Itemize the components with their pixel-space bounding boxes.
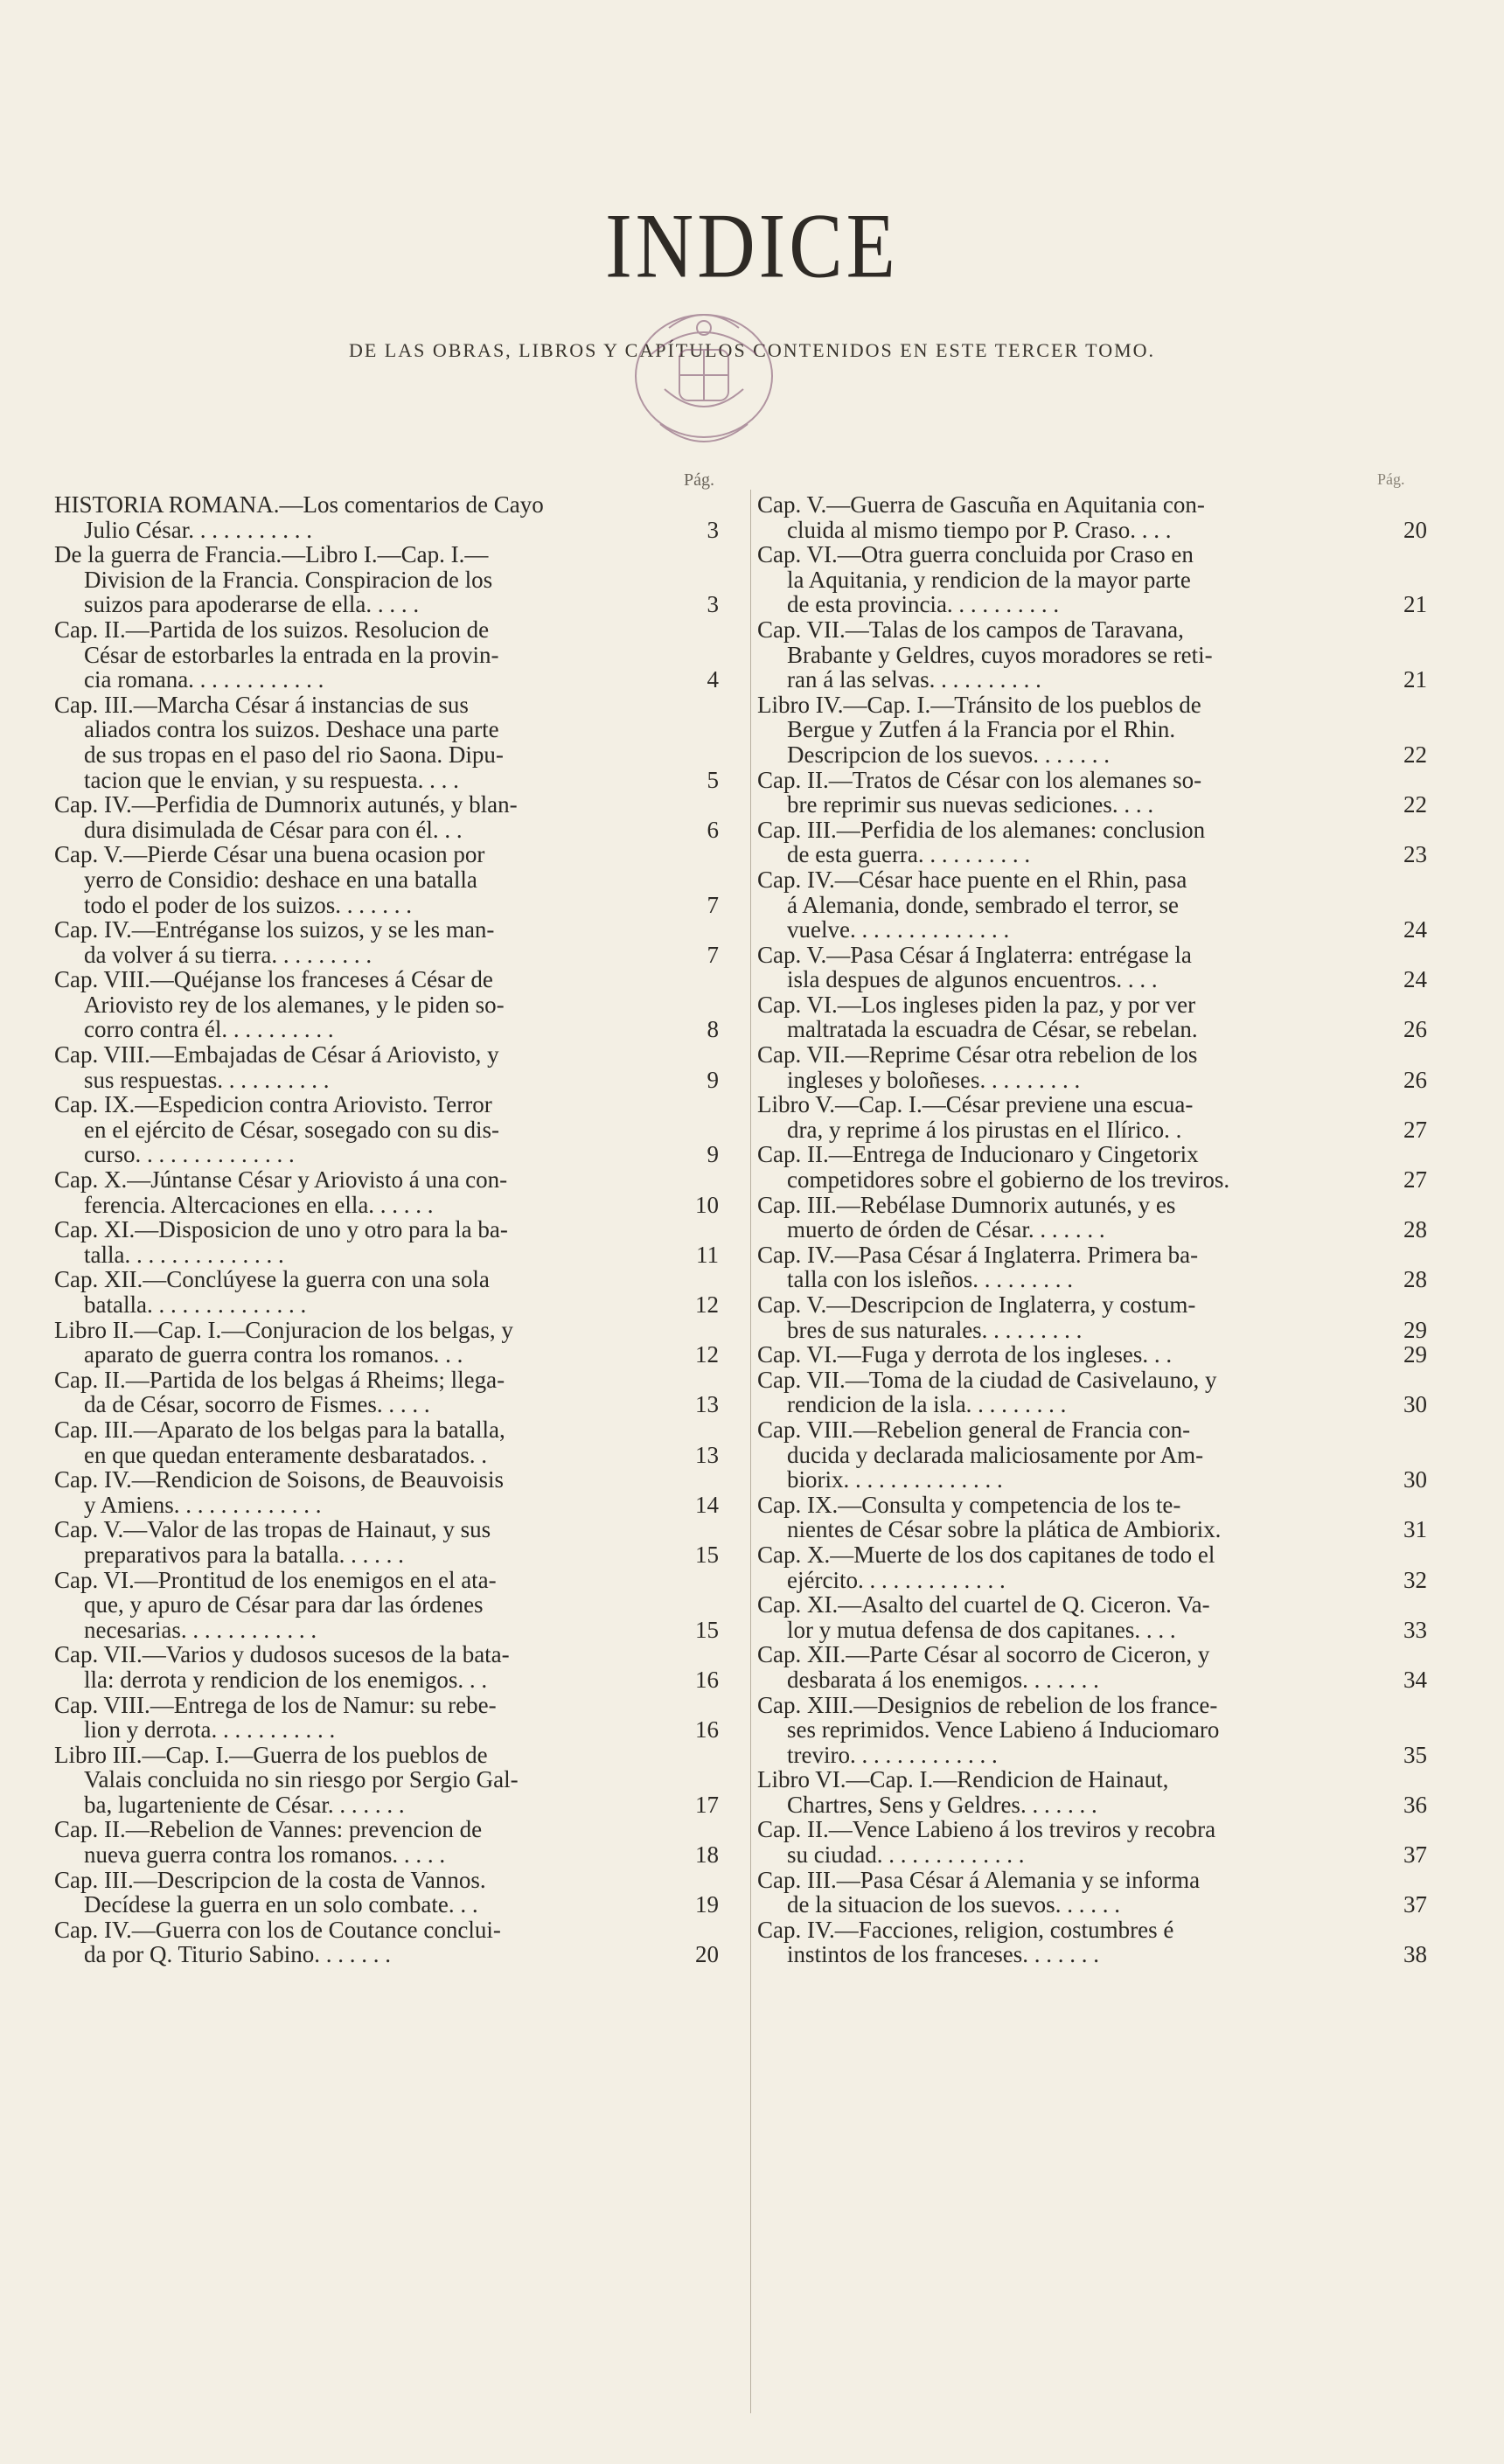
- index-entry-page-number: 3: [707, 591, 719, 618]
- index-entry-line: isla despues de algunos encuentros. . . .: [787, 966, 1158, 993]
- index-entry-page-number: 28: [1403, 1266, 1427, 1293]
- index-entry-line: Cap. IV.—Rendicion de Soisons, de Beauvoisis: [54, 1466, 504, 1493]
- index-entry: [54, 1092, 719, 1167]
- index-entry-page-number: 16: [695, 1666, 719, 1693]
- index-entry-page-number: 37: [1403, 1891, 1427, 1918]
- index-entry: [757, 1242, 1427, 1292]
- index-entry-line: Cap. VIII.—Embajadas de César á Ariovisto, y: [54, 1041, 499, 1068]
- index-entry: [757, 1817, 1427, 1867]
- index-entry-text: [757, 1542, 1427, 1592]
- index-entry-line: Cap. III.—Pasa César á Alemania y se informa: [757, 1866, 1201, 1893]
- index-entry-line: Ariovisto rey de los alemanes, y le piden so-: [84, 991, 505, 1018]
- index-entry-page-number: 17: [695, 1791, 719, 1818]
- index-entry-line: Cap. VIII.—Quéjanse los franceses á César de: [54, 966, 493, 993]
- index-entry: [757, 1342, 1427, 1368]
- index-entry-line: Cap. VII.—Toma de la ciudad de Casivelauno, y: [757, 1366, 1217, 1393]
- index-entry-text: [54, 1318, 719, 1368]
- page-column-label-right: Pág.: [1377, 470, 1405, 488]
- index-entry: [54, 1817, 719, 1867]
- index-entry: [54, 1368, 719, 1417]
- index-entry-line: nientes de César sobre la plática de Ambiorix.: [787, 1516, 1222, 1543]
- index-entry-line: Cap. III.—Aparato de los belgas para la batalla,: [54, 1416, 505, 1443]
- index-entry-line: Valais concluida no sin riesgo por Sergio Gal-: [84, 1766, 519, 1793]
- index-entry: [757, 1592, 1427, 1642]
- index-entry-text: [54, 617, 719, 693]
- index-entry-page-number: 28: [1403, 1216, 1427, 1243]
- index-entry-line: Cap. VII.—Talas de los campos de Taravana,: [757, 616, 1184, 643]
- index-entry-page-number: 12: [695, 1291, 719, 1318]
- index-entry: [757, 1542, 1427, 1592]
- index-entry-line: Cap. IV.—Entréganse los suizos, y se les man-: [54, 916, 495, 943]
- index-entry: [54, 1318, 719, 1368]
- index-entry-page-number: 33: [1403, 1616, 1427, 1643]
- index-entry-line: corro contra él. . . . . . . . . .: [84, 1016, 334, 1043]
- index-entry-line: de esta provincia. . . . . . . . . .: [787, 591, 1060, 618]
- index-entry-text: [757, 1092, 1427, 1142]
- index-entry: [757, 768, 1427, 818]
- index-entry: [757, 867, 1427, 943]
- index-entry-line: Cap. VIII.—Entrega de los de Namur: su rebe-: [54, 1691, 497, 1718]
- index-entry-line: Division de la Francia. Conspiracion de los: [84, 566, 493, 593]
- index-entry: [54, 1267, 719, 1317]
- index-entry-line: Cap. VI.—Otra guerra concluida por Craso en: [757, 541, 1194, 568]
- index-entry-page-number: 19: [695, 1891, 719, 1918]
- index-entry-page-number: 15: [695, 1616, 719, 1643]
- index-entry-text: [54, 1092, 719, 1167]
- index-entry-line: desbarata á los enemigos. . . . . . .: [787, 1666, 1099, 1693]
- index-entry-page-number: 18: [695, 1841, 719, 1869]
- index-entry-page-number: 7: [707, 941, 719, 968]
- index-entry-line: Cap. V.—Valor de las tropas de Hainaut, y sus: [54, 1516, 491, 1543]
- index-entry-line: Cap. IV.—César hace puente en el Rhin, pasa: [757, 866, 1187, 893]
- index-entry-line: Brabante y Geldres, cuyos moradores se reti-: [787, 641, 1213, 668]
- index-entry-line: Cap. XIII.—Designios de rebelion de los france-: [757, 1691, 1218, 1718]
- index-entry: [54, 1217, 719, 1267]
- index-entry-text: [757, 1193, 1427, 1242]
- index-entry-text: [757, 542, 1427, 617]
- index-entry-page-number: 21: [1403, 591, 1427, 618]
- index-entry: [54, 1642, 719, 1692]
- index-entry: [757, 1193, 1427, 1242]
- index-entry-page-number: 8: [707, 1016, 719, 1043]
- index-entry-line: Cap. II.—Rebelion de Vannes: prevencion de: [54, 1816, 483, 1843]
- index-entry-text: [54, 917, 719, 967]
- index-entry-line: su ciudad. . . . . . . . . . . . .: [787, 1841, 1025, 1869]
- index-entry: [54, 792, 719, 842]
- index-entry-line: bre reprimir sus nuevas sediciones. . . .: [787, 791, 1154, 818]
- index-entry-page-number: 22: [1403, 741, 1427, 768]
- index-entry-page-number: 3: [707, 516, 719, 543]
- index-entry-line: lor y mutua defensa de dos capitanes. . . .: [787, 1616, 1176, 1643]
- index-entry-page-number: 30: [1403, 1391, 1427, 1418]
- index-entry-line: Cap. VIII.—Rebelion general de Francia con-: [757, 1416, 1191, 1443]
- index-entry-page-number: 21: [1403, 666, 1427, 693]
- index-entry-line: ducida y declarada maliciosamente por Am-: [787, 1441, 1204, 1468]
- index-entry: [54, 1517, 719, 1567]
- index-entry-line: preparativos para la batalla. . . . . .: [84, 1541, 404, 1568]
- index-entry-text: [757, 1042, 1427, 1092]
- index-entry-text: [54, 693, 719, 792]
- index-entry-page-number: 32: [1403, 1566, 1427, 1593]
- index-entry-line: Descripcion de los suevos. . . . . . .: [787, 741, 1110, 768]
- index-entry-text: [54, 492, 719, 542]
- index-entry-text: [54, 1167, 719, 1217]
- index-entry-text: [54, 1267, 719, 1317]
- index-entry-line: lla: derrota y rendicion de los enemigos. . .: [84, 1666, 488, 1693]
- index-entry-line: Cap. X.—Júntanse César y Ariovisto á una con-: [54, 1166, 508, 1194]
- index-entry-line: bres de sus naturales. . . . . . . . .: [787, 1316, 1083, 1343]
- column-divider: [750, 490, 751, 2413]
- index-entry-page-number: 37: [1403, 1841, 1427, 1869]
- index-entry-line: la Aquitania, y rendicion de la mayor parte: [787, 566, 1191, 593]
- index-entry-line: ses reprimidos. Vence Labieno á Induciomaro: [787, 1716, 1220, 1744]
- index-entry-page-number: 35: [1403, 1741, 1427, 1768]
- index-entry-page-number: 24: [1403, 916, 1427, 943]
- page-column-label-left: Pág.: [684, 470, 714, 490]
- index-entry-line: Cap. XII.—Parte César al socorro de Ciceron, y: [757, 1641, 1210, 1668]
- index-entry-line: Libro VI.—Cap. I.—Rendicion de Hainaut,: [757, 1766, 1169, 1793]
- index-entry-line: yerro de Considio: deshace en una batalla: [84, 866, 477, 893]
- index-entry-line: necesarias. . . . . . . . . . . .: [84, 1616, 317, 1643]
- index-entry-text: [54, 1642, 719, 1692]
- index-entry: [54, 1568, 719, 1643]
- index-entry-line: Julio César. . . . . . . . . . .: [84, 516, 312, 543]
- index-entry-line: Libro III.—Cap. I.—Guerra de los pueblos de: [54, 1741, 488, 1768]
- index-entry-page-number: 7: [707, 891, 719, 918]
- index-entry-text: [757, 693, 1427, 768]
- index-entry-line: rendicion de la isla. . . . . . . . .: [787, 1391, 1067, 1418]
- index-entry-line: Cap. XI.—Disposicion de uno y otro para la ba-: [54, 1216, 508, 1243]
- index-entry: [757, 1417, 1427, 1493]
- index-entry: [54, 1417, 719, 1467]
- index-entry-line: Cap. V.—Pierde César una buena ocasion por: [54, 841, 485, 868]
- index-entry-text: [757, 1868, 1427, 1918]
- index-entry-text: [757, 1142, 1427, 1192]
- index-entry-line: Cap. II.—Vence Labieno á los treviros y recobra: [757, 1816, 1216, 1843]
- index-entry-text: [757, 1342, 1427, 1368]
- index-entry-line: cia romana. . . . . . . . . . . .: [84, 666, 324, 693]
- index-entry-line: curso. . . . . . . . . . . . . .: [84, 1141, 295, 1168]
- page-subtitle: DE LAS OBRAS, LIBROS Y CAPÍTULOS CONTENIDOS EN ESTE TERCER TOMO.: [348, 339, 1156, 361]
- index-entry: [757, 492, 1427, 542]
- index-entry-line: Cap. V.—Pasa César á Inglaterra: entrégase la: [757, 941, 1192, 968]
- index-entry: [757, 1767, 1427, 1817]
- index-entry: [757, 1693, 1427, 1768]
- index-entry-line: De la guerra de Francia.—Libro I.—Cap. I.—: [54, 541, 489, 568]
- index-entry: [757, 1142, 1427, 1192]
- index-entry-line: Bergue y Zutfen á la Francia por el Rhin.: [787, 716, 1176, 743]
- index-entry-text: [757, 1292, 1427, 1342]
- index-entry-line: Cap. III.—Marcha César á instancias de sus: [54, 691, 469, 718]
- index-entry-page-number: 5: [707, 766, 719, 793]
- index-entry-text: [757, 1592, 1427, 1642]
- index-entry: [54, 1693, 719, 1743]
- index-entry-text: [54, 542, 719, 617]
- index-entry-page-number: 9: [707, 1066, 719, 1093]
- index-entry-page-number: 6: [707, 816, 719, 843]
- index-entry: [757, 992, 1427, 1042]
- index-entry-text: [757, 617, 1427, 693]
- index-entry-page-number: 4: [707, 666, 719, 693]
- index-entry-page-number: 12: [695, 1341, 719, 1368]
- index-entry-line: nueva guerra contra los romanos. . . . .: [84, 1841, 446, 1869]
- index-entry-line: Cap. XI.—Asalto del cuartel de Q. Ciceron. Va-: [757, 1591, 1210, 1618]
- index-entry: [757, 1868, 1427, 1918]
- index-entry-page-number: 9: [707, 1141, 719, 1168]
- index-entry-text: [757, 1493, 1427, 1542]
- index-entry-line: Cap. V.—Guerra de Gascuña en Aquitania con-: [757, 491, 1205, 518]
- index-entry-text: [54, 1467, 719, 1517]
- index-entry-line: Cap. II.—Entrega de Inducionaro y Cingetorix: [757, 1141, 1199, 1168]
- index-entry-line: Cap. IV.—Facciones, religion, costumbres é: [757, 1916, 1174, 1943]
- index-entry-page-number: 13: [695, 1391, 719, 1418]
- index-entry-text: [54, 842, 719, 917]
- index-entry: [757, 1368, 1427, 1417]
- index-entry-page-number: 27: [1403, 1166, 1427, 1194]
- index-entry-text: [54, 1517, 719, 1567]
- index-entry-page-number: 26: [1403, 1066, 1427, 1093]
- index-entry-line: vuelve. . . . . . . . . . . . . .: [787, 916, 1010, 943]
- index-entry: [54, 693, 719, 792]
- index-entry-text: [757, 768, 1427, 818]
- index-entry-line: de la situacion de los suevos. . . . . .: [787, 1891, 1120, 1918]
- index-entry-line: Cap. VII.—Reprime César otra rebelion de los: [757, 1041, 1198, 1068]
- index-entry: [54, 1868, 719, 1918]
- index-entry-line: suizos para apoderarse de ella. . . . .: [84, 591, 420, 618]
- index-entry-line: Cap. IX.—Consulta y competencia de los te-: [757, 1491, 1181, 1518]
- index-entry-page-number: 31: [1403, 1516, 1427, 1543]
- index-entry-text: [757, 867, 1427, 943]
- index-entry-line: treviro. . . . . . . . . . . . .: [787, 1741, 998, 1768]
- index-entry-text: [54, 1743, 719, 1818]
- index-entry-line: Cap. X.—Muerte de los dos capitanes de todo el: [757, 1541, 1215, 1568]
- index-entry-line: César de estorbarles la entrada en la provin-: [84, 641, 499, 668]
- index-column-left: [54, 492, 719, 1967]
- index-entry-line: ba, lugarteniente de César. . . . . . .: [84, 1791, 405, 1818]
- index-entry-page-number: 20: [695, 1941, 719, 1968]
- index-entry-text: [54, 1368, 719, 1417]
- index-entry-text: [54, 1568, 719, 1643]
- index-entry: [757, 1292, 1427, 1342]
- index-entry-line: en el ejército de César, sosegado con su dis-: [84, 1116, 500, 1143]
- index-entry-line: ejército. . . . . . . . . . . . .: [787, 1566, 1006, 1593]
- index-entry-line: aparato de guerra contra los romanos. . .: [84, 1341, 463, 1368]
- index-entry-line: Cap. II.—Partida de los suizos. Resolucion de: [54, 616, 490, 643]
- index-entry: [757, 1042, 1427, 1092]
- index-entry-line: Chartres, Sens y Geldres. . . . . . .: [787, 1791, 1097, 1818]
- index-entry-line: Cap. III.—Rebélase Dumnorix autunés, y es: [757, 1191, 1176, 1218]
- index-entry-line: en que quedan enteramente desbaratados. .: [84, 1441, 488, 1468]
- index-entry-line: dra, y reprime á los pirustas en el Ilírico. .: [787, 1116, 1182, 1143]
- index-entry-text: [54, 967, 719, 1042]
- index-entry-line: Cap. II.—Partida de los belgas á Rheims; llega-: [54, 1366, 505, 1393]
- index-entry-text: [54, 1918, 719, 1967]
- index-entry-line: Cap. VII.—Varios y dudosos sucesos de la bata-: [54, 1641, 510, 1668]
- index-entry-line: sus respuestas. . . . . . . . . .: [84, 1066, 330, 1093]
- index-entry: [54, 492, 719, 542]
- index-entry-text: [54, 792, 719, 842]
- index-entry-line: ingleses y boloñeses. . . . . . . . .: [787, 1066, 1081, 1093]
- index-entry: [757, 1493, 1427, 1542]
- index-entry-line: aliados contra los suizos. Deshace una parte: [84, 716, 499, 743]
- index-entry: [757, 1092, 1427, 1142]
- index-entry: [757, 818, 1427, 867]
- index-column-right: [757, 492, 1427, 1967]
- index-entry: [757, 943, 1427, 992]
- index-entry-line: muerto de órden de César. . . . . . .: [787, 1216, 1105, 1243]
- index-entry: [757, 617, 1427, 693]
- index-entry-text: [54, 1868, 719, 1918]
- index-entry-line: Cap. IV.—Guerra con los de Coutance conclui-: [54, 1916, 501, 1943]
- index-entry: [54, 917, 719, 967]
- index-entry-line: Cap. II.—Tratos de César con los alemanes so-: [757, 766, 1202, 793]
- index-entry-page-number: 30: [1403, 1466, 1427, 1493]
- index-entry-page-number: 15: [695, 1541, 719, 1568]
- index-entry-line: Cap. VI.—Fuga y derrota de los ingleses. . .: [757, 1341, 1173, 1368]
- index-entry: [54, 1918, 719, 1967]
- index-entry-line: Cap. XII.—Conclúyese la guerra con una sola: [54, 1266, 490, 1293]
- index-entry-page-number: 16: [695, 1716, 719, 1744]
- index-entry-text: [757, 492, 1427, 542]
- index-entry-line: Cap. VI.—Los ingleses piden la paz, y por ver: [757, 991, 1196, 1018]
- index-entry: [54, 1743, 719, 1818]
- index-entry-line: da por Q. Titurio Sabino. . . . . . .: [84, 1941, 392, 1968]
- index-entry-line: tacion que le envian, y su respuesta. . . .: [84, 766, 459, 793]
- index-entry-line: instintos de los franceses. . . . . . .: [787, 1941, 1099, 1968]
- index-entry-line: todo el poder de los suizos. . . . . . .: [84, 891, 412, 918]
- index-entry-line: Cap. III.—Perfidia de los alemanes: conclusion: [757, 816, 1206, 843]
- index-entry: [54, 617, 719, 693]
- page-title: INDICE: [605, 194, 899, 297]
- index-entry-text: [757, 1918, 1427, 1967]
- index-entry: [757, 693, 1427, 768]
- index-entry-line: Libro II.—Cap. I.—Conjuracion de los belgas, y: [54, 1316, 513, 1343]
- index-entry-text: [54, 1042, 719, 1092]
- index-entry-line: competidores sobre el gobierno de los treviros.: [787, 1166, 1230, 1194]
- index-entry-page-number: 11: [696, 1241, 719, 1268]
- index-entry-text: [757, 992, 1427, 1042]
- index-entry-text: [757, 1368, 1427, 1417]
- index-entry-page-number: 22: [1403, 791, 1427, 818]
- index-entry-line: dura disimulada de César para con él. . .: [84, 816, 463, 843]
- index-entry-line: lion y derrota. . . . . . . . . . .: [84, 1716, 336, 1744]
- index-entry-line: á Alemania, donde, sembrado el terror, se: [787, 891, 1180, 918]
- index-entry-page-number: 29: [1403, 1316, 1427, 1343]
- index-entry-text: [54, 1817, 719, 1867]
- index-entry-line: Cap. IV.—Perfidia de Dumnorix autunés, y blan-: [54, 791, 518, 818]
- index-entry-page-number: 14: [695, 1491, 719, 1518]
- index-entry-page-number: 24: [1403, 966, 1427, 993]
- index-entry-text: [54, 1217, 719, 1267]
- index-entry-page-number: 23: [1403, 841, 1427, 868]
- index-entry-line: da volver á su tierra. . . . . . . . .: [84, 941, 373, 968]
- index-entry-line: maltratada la escuadra de César, se rebelan.: [787, 1016, 1198, 1043]
- index-entry: [757, 1918, 1427, 1967]
- index-entry-line: y Amiens. . . . . . . . . . . . .: [84, 1491, 322, 1518]
- index-entry: [757, 1642, 1427, 1692]
- index-entry-line: Libro V.—Cap. I.—César previene una escua-: [757, 1091, 1194, 1118]
- index-entry-line: talla. . . . . . . . . . . . . .: [84, 1241, 284, 1268]
- index-entry-line: batalla. . . . . . . . . . . . . .: [84, 1291, 307, 1318]
- library-stamp-seal: [616, 293, 791, 485]
- index-entry: [54, 542, 719, 617]
- index-entry-text: [757, 818, 1427, 867]
- index-entry-line: Cap. VI.—Prontitud de los enemigos en el ata-: [54, 1566, 497, 1593]
- index-entry-line: Libro IV.—Cap. I.—Tránsito de los pueblos de: [757, 691, 1201, 718]
- index-entry-text: [54, 1693, 719, 1743]
- index-entry-line: ferencia. Altercaciones en ella. . . . . .: [84, 1191, 434, 1218]
- index-entry-text: [757, 1693, 1427, 1768]
- index-entry-line: Cap. III.—Descripcion de la costa de Vannos.: [54, 1866, 486, 1893]
- index-entry-page-number: 10: [695, 1191, 719, 1218]
- index-entry-line: biorix. . . . . . . . . . . . . .: [787, 1466, 1003, 1493]
- index-entry-text: [757, 1817, 1427, 1867]
- index-entry-text: [757, 1642, 1427, 1692]
- index-entry-line: Cap. V.—Descripcion de Inglaterra, y costum-: [757, 1291, 1196, 1318]
- index-entry-line: talla con los isleños. . . . . . . . .: [787, 1266, 1073, 1293]
- index-entry-page-number: 38: [1403, 1941, 1427, 1968]
- index-entry-line: da de César, socorro de Fismes. . . . .: [84, 1391, 430, 1418]
- index-entry: [54, 1167, 719, 1217]
- index-entry-line: Decídese la guerra en un solo combate. . .: [84, 1891, 478, 1918]
- index-entry-page-number: 29: [1403, 1341, 1427, 1368]
- index-entry-line: que, y apuro de César para dar las órdenes: [84, 1591, 484, 1618]
- index-entry-page-number: 27: [1403, 1116, 1427, 1143]
- index-entry: [54, 842, 719, 917]
- index-entry-page-number: 36: [1403, 1791, 1427, 1818]
- index-entry-text: [757, 943, 1427, 992]
- index-entry: [54, 967, 719, 1042]
- index-entry: [54, 1467, 719, 1517]
- index-entry-page-number: 13: [695, 1441, 719, 1468]
- index-entry: [757, 542, 1427, 617]
- index-entry-page-number: 20: [1403, 516, 1427, 543]
- index-entry-line: Cap. IX.—Espedicion contra Ariovisto. Terror: [54, 1091, 492, 1118]
- index-entry-page-number: 34: [1403, 1666, 1427, 1693]
- index-entry-line: cluida al mismo tiempo por P. Craso. . . .: [787, 516, 1172, 543]
- index-entry-line: de sus tropas en el paso del rio Saona. Dipu-: [84, 741, 504, 768]
- index-entry-text: [757, 1417, 1427, 1493]
- index-entry-line: HISTORIA ROMANA.—Los comentarios de Cayo: [54, 491, 544, 518]
- index-entry-line: Cap. IV.—Pasa César á Inglaterra. Primera ba-: [757, 1241, 1199, 1268]
- index-entry-line: ran á las selvas. . . . . . . . . .: [787, 666, 1041, 693]
- index-entry-text: [757, 1242, 1427, 1292]
- index-entry-text: [54, 1417, 719, 1467]
- index-entry-text: [757, 1767, 1427, 1817]
- index-entry-line: de esta guerra. . . . . . . . . .: [787, 841, 1031, 868]
- index-entry-page-number: 26: [1403, 1016, 1427, 1043]
- index-entry: [54, 1042, 719, 1092]
